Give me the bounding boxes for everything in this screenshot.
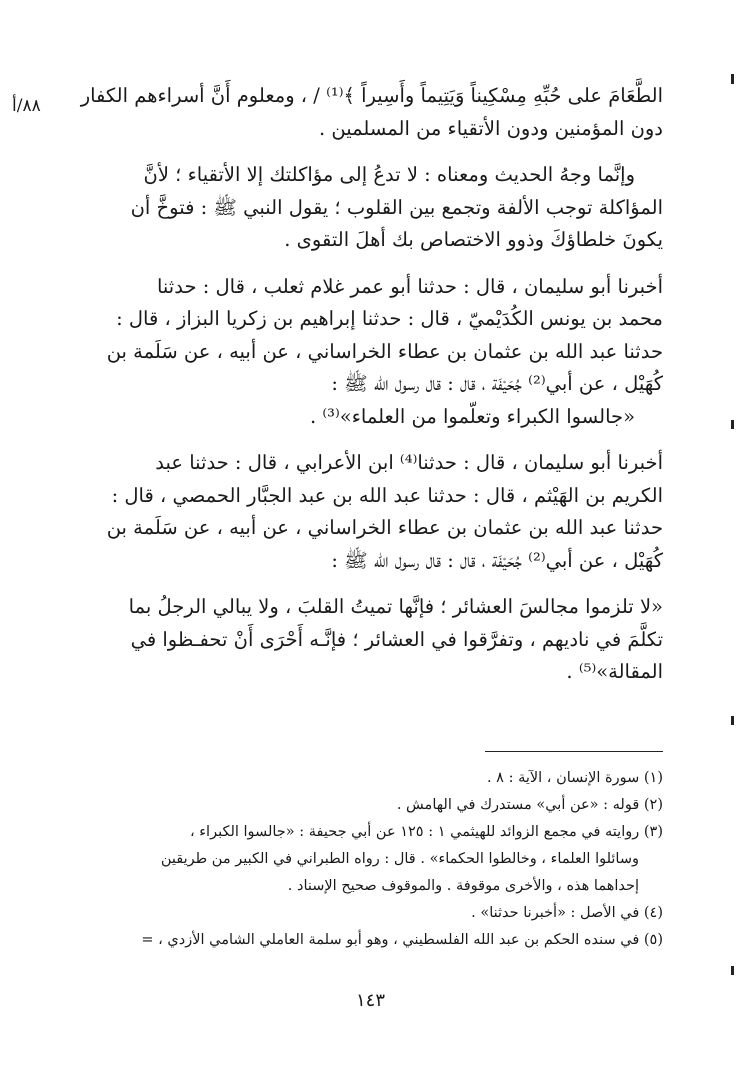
paragraph-hadith-chain-2 [78,447,663,577]
paragraph-hadith-quote-2 [78,591,663,689]
scan-edge-mark [731,716,734,725]
text-line: حدثنا عبد الله بن عثمان بن عطاء الخراساني ، عن أبيه ، عن سَلَمة بن [106,339,663,363]
text-line: كُهَيْل ، عن أبي⁽²⁾ جُحَيْفَة ، قال : قال رسول الله ﷺ : [331,548,663,572]
paragraph-explanation [78,159,663,257]
footnote-4: (٤) في الأصل : «أخبرنا حدثنا» . [471,905,663,921]
text-line: المقالة»⁽⁵⁾ . [566,660,663,683]
main-text [78,80,663,703]
scan-edge-mark [731,966,734,975]
footnote-3: (٣) روايته في مجمع الزوائد للهيثمي ١ : ١٢٥ عن أبي جحيفة : «جالسوا الكبراء ، [189,824,663,840]
text-line: يكونَ خلطاؤكَ وذوو الاختصاص بك أهلَ التقوى . [284,228,663,251]
paragraph-verse-continuation [78,80,663,145]
scan-edge-mark [731,420,734,429]
text-line: الكريم بن الهَيْثم ، قال : حدثنا عبد الله بن عبد الجبَّار الحمصي ، قال : [111,483,663,507]
text-line: حدثنا عبد الله بن عثمان بن عطاء الخراساني ، عن أبيه ، عن سَلَمة بن [106,516,663,539]
text-line: «لا تلزموا مجالسَ العشائر ؛ فإنَّها تميتُ القلبَ ، ولا يبالي الرجلُ بما [128,595,663,618]
footnote-3-continuation: وسائلوا العلماء ، وخالطوا الحكماء» . قال : رواه الطبراني في الكبير من طريقين [160,851,639,867]
footnote-5: (٥) في سنده الحكم بن عبد الله الفلسطيني ، وهو أبو سلمة العاملي الشامي الأزدي ، = [141,932,663,948]
text-line: دون المؤمنين ودون الأتقياء من المسلمين . [318,116,663,140]
footnote-separator [485,751,663,752]
text-line: الطَّعَامَ على حُبِّهِ مِسْكِيناً وَيَتِيماً وأَسِيراً ﴾⁽¹⁾ / ، ومعلوم أَنَّ أسراءهم الكفار [80,84,663,107]
hadith-quote: «جالسوا الكبراء وتعلّموا من العلماء»⁽³⁾ . [309,404,635,428]
page-number: ١٤٣ [355,990,385,1011]
text-line: أخبرنا أبو سليمان ، قال : حدثنا⁽⁴⁾ ابن الأعرابي ، قال : حدثنا عبد [155,451,663,474]
text-line: محمد بن يونس الكُدَيْميّ ، قال : حدثنا إبراهيم بن زكريا البزاز ، قال : [116,307,663,330]
footnote-3-continuation: إحداهما هذه ، والأخرى موقوفة . والموقوف صحيح الإسناد . [287,878,639,894]
manuscript-folio-reference: ٨٨/أ [12,96,41,116]
text-line: المؤاكلة توجب الألفة وتجمع بين القلوب ؛ يقول النبي ﷺ : فتوخَّ أن [130,195,663,219]
text-line: وإنَّما وجهُ الحديث ومعناه : لا تدعُ إلى مؤاكلتك إلا الأتقياء ؛ لأنَّ [143,163,635,186]
footnote-1: (١) سورة الإنسان ، الآية : ٨ . [486,770,663,786]
text-line: كُهَيْل ، عن أبي⁽²⁾ جُحَيْفَة ، قال : قال رسول الله ﷺ : [331,372,663,395]
text-line: أخبرنا أبو سليمان ، قال : حدثنا أبو عمر غلام ثعلب ، قال : حدثنا [156,274,663,298]
footnotes [78,765,663,954]
text-line: تكلَّمَ في ناديهم ، وتفرَّقوا في العشائر ؛ فإنَّـه أَحْرَى أَنْ تحفـظوا في [130,627,663,651]
footnote-2: (٢) قوله : «عن أبي» مستدرك في الهامش . [396,797,663,813]
scan-edge-mark [731,74,734,84]
paragraph-hadith-chain-1 [78,271,663,434]
